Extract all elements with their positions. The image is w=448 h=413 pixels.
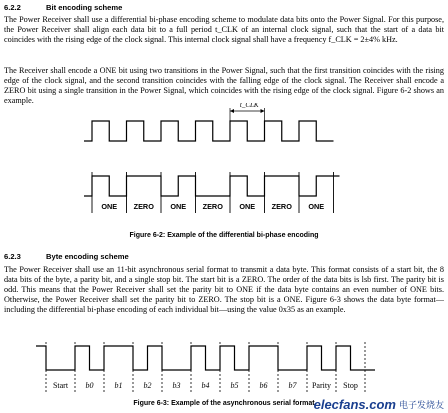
field-label: b0 xyxy=(85,381,94,390)
bit-label: ZERO xyxy=(202,202,223,211)
tclk-arrowhead-right xyxy=(261,109,265,113)
section-heading-bit-encoding xyxy=(4,3,122,12)
bit-label: ZERO xyxy=(133,202,154,211)
figure-caption-6-2: Figure 6-2: Example of the differential bi-phase encoding xyxy=(129,232,319,239)
bit-label: ONE xyxy=(170,202,187,211)
field-label: Start xyxy=(52,381,69,390)
field-label: b2 xyxy=(143,381,152,390)
field-label: Stop xyxy=(343,381,358,390)
paragraph-byte-encoding: The Power Receiver shall use an 11-bit asynchronous serial format to transmit a data byte. This format consists of a start bit, the 8 data bits of the byte, a parity bit, and a single stop bit. The start bit is a ZERO. The order of the data bits is lsb first. The parity bit is odd. This means that the Power Receiver shall set the parity bit to ONE if the data byte contains an even number of ONE bits. Otherwise, the Power Receiver shall set the parity bit to ZERO. The stop bit is a ONE. Figure 6-3 shows the data byte format—including the differential bi-phase encoding of each individual bit—using the value 0x35 as an example. xyxy=(4,265,444,315)
section-title: Bit encoding scheme xyxy=(46,3,123,12)
bit-label: ONE xyxy=(308,202,325,211)
field-label: b1 xyxy=(114,381,123,390)
bit-label: ZERO xyxy=(271,202,292,211)
data-waveform xyxy=(84,176,340,196)
watermark-logo: elecfans.com xyxy=(313,397,396,412)
watermark xyxy=(314,397,444,412)
field-label: b4 xyxy=(201,381,210,390)
field-label: b3 xyxy=(172,381,181,390)
section-heading-byte-encoding xyxy=(4,252,129,261)
serial-waveform xyxy=(36,346,375,370)
field-label: Parity xyxy=(311,381,332,390)
section-title: Byte encoding scheme xyxy=(46,252,129,261)
tclk-label: t_CLK xyxy=(239,103,259,109)
field-label: b6 xyxy=(259,381,268,390)
bit-label: ONE xyxy=(239,202,256,211)
figure-async-serial-format xyxy=(0,340,448,396)
paragraph-bit-encoding-1: The Power Receiver shall use a differential bi-phase encoding scheme to modulate data bits onto the Power Signal. For this purpose, the Power Receiver shall align each data bit to a full period t_CLK of an internal clock signal, such that the start of a data bit coincides with the rising edge of the clock signal. This internal clock signal shall have a frequency f_CLK = 2±4% kHz. xyxy=(4,15,444,45)
watermark-cn: 电子发烧友 xyxy=(398,401,444,411)
figure-differential-biphase xyxy=(0,103,448,218)
bit-label: ONE xyxy=(101,202,118,211)
tclk-arrowhead-left xyxy=(230,109,234,113)
paragraph-bit-encoding-2: The Receiver shall encode a ONE bit using two transitions in the Power Signal, such that the first transition coincides with the rising edge of the clock signal, and the second transition coincides with the falling edge of the clock signal. The Receiver shall encode a ZERO bit using a single transition in the Power Signal, which coincides with the rising edge of the clock signal. Figure 6-2 shows an example. xyxy=(4,66,444,106)
field-label: b7 xyxy=(288,381,297,390)
section-number: 6.2.3 xyxy=(4,252,21,261)
section-number: 6.2.2 xyxy=(4,3,21,12)
figure-caption-6-3: Figure 6-3: Example of the asynchronous serial format xyxy=(133,400,315,407)
field-label: b5 xyxy=(230,381,239,390)
clock-waveform xyxy=(84,121,334,141)
